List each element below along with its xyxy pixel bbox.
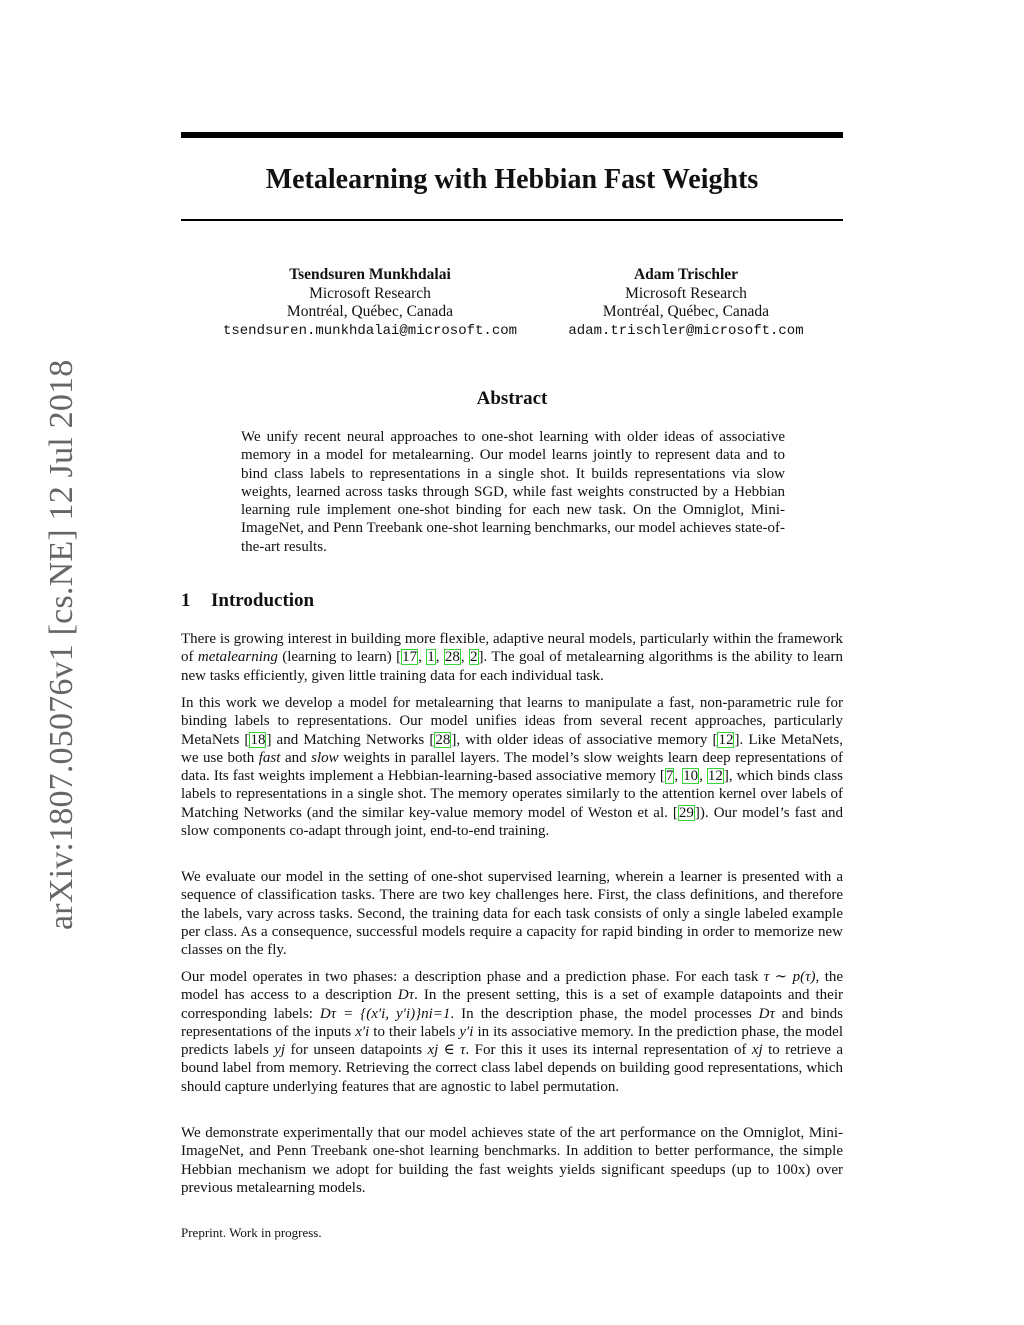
math-inline: y′i (459, 1023, 474, 1040)
citation-link[interactable]: 2 (470, 649, 478, 666)
citation-link[interactable]: 28 (444, 649, 460, 666)
author-email[interactable]: adam.trischler@microsoft.com (568, 322, 804, 339)
emphasis-slow: slow (311, 749, 339, 766)
citation-link[interactable]: 29 (678, 804, 694, 821)
abstract-heading: Abstract (476, 388, 548, 409)
citation-link[interactable]: 10 (683, 768, 699, 785)
intro-paragraph-4: Our model operates in two phases: a description phase and a prediction phase. For each task τ ∼ p(τ), the model has access to a description Dτ. In the present setting, this is a set of example datapoints and their corresponding labels: Dτ = {(x′i, y′i)}ni=1. In the description phase, the model processes Dτ and binds representations of the inputs x′i to their labels y′i in its associative memory. In the prediction phase, the model predicts labels yj for unseen datapoints xj ∈ τ. For this it uses its internal representation of xj to retrieve a bound label from memory. Retrieving the correct class label depends on building good representations, which should capture underlying features that are agnostic to label permutation. (181, 969, 844, 1095)
citation-link[interactable]: 12 (718, 731, 734, 748)
title-bottom-rule (181, 219, 843, 221)
math-inline: τ ∼ p(τ) (763, 969, 816, 985)
citation-link[interactable]: 28 (435, 731, 451, 748)
emphasis-fast: fast (258, 749, 281, 766)
paper-title: Metalearning with Hebbian Fast Weights (265, 164, 759, 195)
section-title: Introduction (211, 590, 315, 611)
author-affiliation: Microsoft Research (309, 284, 431, 302)
math-inline: yj (274, 1042, 286, 1059)
intro-paragraph-2: In this work we develop a model for metalearning that learns to manipulate a fast, non-parametric rule for binding labels to representations. Our model unifies ideas from several recent approaches, particularly MetaNets [18] and Matching Networks [28], with older ideas of associative memory [12]. Like MetaNets, we use both fast and slow weights in parallel layers. The model’s slow weights learn deep representations of data. Its fast weights implement a Hebbian-learning-based associative memory [7, 10, 12], which binds class labels to representations in a single shot. The memory operates similarly to the attention kernel over labels of Matching Networks (and the similar key-value memory model of Weston et al. [29]). Our model’s fast and slow components co-adapt through joint, end-to-end training. (181, 695, 844, 840)
author-block-1 (200, 266, 540, 340)
citation-link[interactable]: 1 (427, 649, 435, 666)
math-inline: xj ∈ τ (427, 1042, 466, 1059)
preprint-footnote: Preprint. Work in progress. (181, 1225, 322, 1240)
author-affiliation: Microsoft Research (625, 284, 747, 302)
arxiv-sidebar-stamp: arXiv:1807.05076v1 [cs.NE] 12 Jul 2018 (43, 359, 80, 930)
author-location: Montréal, Québec, Canada (602, 303, 770, 320)
math-inline: Dτ = {(x′i, y′i)}ni=1 (319, 1005, 451, 1022)
math-inline: Dτ (397, 987, 415, 1004)
math-inline: xj (751, 1042, 763, 1059)
citation-link[interactable]: 12 (707, 768, 723, 785)
author-name: Adam Trischler (633, 266, 739, 283)
section-number: 1 (181, 590, 191, 611)
citation-link[interactable]: 18 (250, 731, 266, 748)
author-block-2 (540, 266, 832, 340)
author-name: Tsendsuren Munkhdalai (289, 266, 451, 283)
abstract-text: We unify recent neural approaches to one-shot learning with older ideas of associative memory in a model for metalearning. Our model learns jointly to represent data and to bind class labels to representations in a single shot. It builds representations via slow weights, learned across tasks through SGD, while fast weights constructed by a Hebbian learning rule implement one-shot binding for each new task. On the Omniglot, Mini-ImageNet, and Penn Treebank one-shot learning benchmarks, our model achieves state-of-the-art results. (241, 429, 785, 555)
author-location: Montréal, Québec, Canada (286, 303, 454, 320)
section-heading (181, 588, 314, 614)
author-email[interactable]: tsendsuren.munkhdalai@microsoft.com (222, 322, 518, 339)
emphasis-metalearning: metalearning (197, 649, 278, 666)
math-inline: Dτ (758, 1005, 775, 1022)
citation-link[interactable]: 7 (665, 768, 674, 785)
title-top-rule (181, 132, 843, 138)
intro-paragraph-5: We demonstrate experimentally that our model achieves state of the art performance on the Omniglot, Mini-ImageNet, and Penn Treebank one-shot learning benchmarks. In addition to better performance, the simple Hebbian mechanism we adopt for building the fast weights yields significant speedups (up to 100x) over previous metalearning models. (181, 1125, 843, 1196)
math-inline: x′i (355, 1023, 370, 1040)
intro-paragraph-1: There is growing interest in building more flexible, adaptive neural models, particularly within the framework of metalearning (learning to learn) [17, 1, 28, 2]. The goal of metalearning algorithms is the ability to learn new tasks efficiently, given little training data for each individual task. (181, 631, 844, 684)
intro-paragraph-3: We evaluate our model in the setting of one-shot supervised learning, wherein a learner is presented with a sequence of classification tasks. There are two key challenges here. First, the class definitions, and therefore the labels, vary across tasks. Second, the training data for each task consists of only a single labeled example per class. As a consequence, successful models require a capacity for rapid binding in order to memorize new classes on the fly. (181, 869, 843, 959)
citation-link[interactable]: 17 (402, 649, 418, 666)
